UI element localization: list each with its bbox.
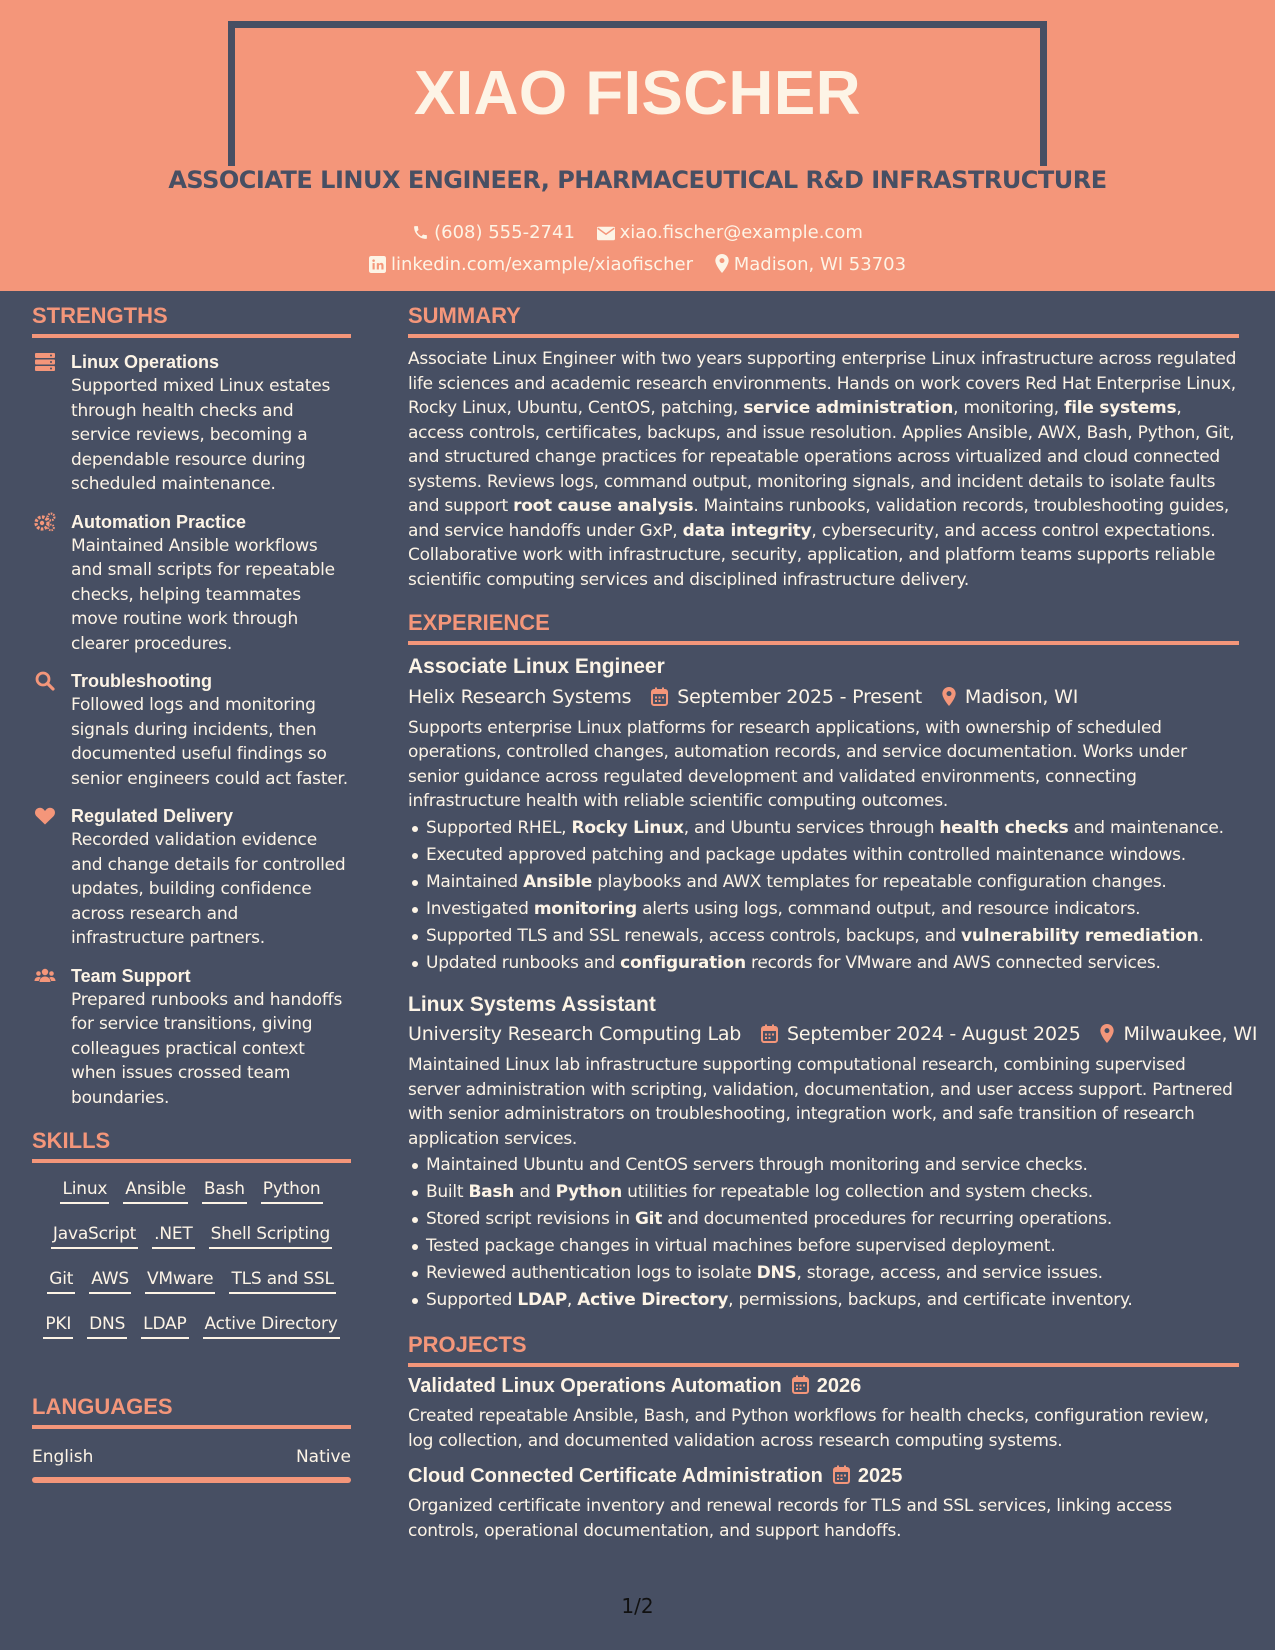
strength-desc: Supported mixed Linux estates through health checks and service reviews, becoming a dependable resource during scheduled maintenance. — [71, 376, 331, 494]
bullet-item — [426, 923, 1239, 950]
language-level-bar — [32, 1477, 351, 1483]
bullet-text: records for VMware and AWS connected services. — [745, 952, 1161, 973]
calendar-icon — [651, 687, 668, 706]
skill-tag: PKI — [43, 1314, 73, 1339]
bullet-item — [426, 1260, 1239, 1287]
linkedin-text[interactable]: linkedin.com/example/xiaofischer — [390, 253, 693, 275]
phone-icon — [412, 224, 429, 241]
bullet-text: Supported TLS and SSL renewals, access controls, backups, and — [426, 925, 962, 946]
bullet-highlight: Bash — [468, 1182, 515, 1202]
project-entry — [408, 1465, 1239, 1543]
bullet-text: , storage, access, and service issues. — [796, 1263, 1103, 1283]
project-description: Organized certificate inventory and renewal records for TLS and SSL services, linking access controls, operational documentation, and support handoffs. — [408, 1496, 1172, 1541]
map-pin-icon — [942, 687, 956, 706]
job-bullets — [408, 1152, 1239, 1314]
page-number: 1/2 — [621, 1594, 654, 1618]
strength-item — [32, 964, 351, 1111]
email-contact[interactable] — [597, 222, 863, 243]
bullet-text: and — [514, 1182, 556, 1202]
skills-section — [32, 1128, 351, 1359]
skill-tag: Shell Scripting — [209, 1224, 332, 1249]
language-level: Native — [295, 1447, 351, 1467]
summary-highlight: root cause analysis — [513, 496, 694, 516]
projects-section — [408, 1332, 1239, 1543]
bullet-text: Updated runbooks and — [426, 952, 621, 973]
job-bullets — [408, 815, 1239, 977]
bullet-item — [426, 1152, 1239, 1179]
location-contact — [715, 254, 906, 275]
job-title: Associate Linux Engineer — [408, 655, 665, 678]
job-dates — [651, 686, 922, 708]
job-description: Supports enterprise Linux platforms for research applications, with ownership of scheduled operations, controlled changes, automation records, and service documentation. Works under senior guidance across regulated development and validated environments, connecting infrastructure health with reliable scientific computing outcomes. — [408, 717, 1187, 811]
map-pin-icon — [715, 254, 729, 273]
summary-text — [408, 347, 1239, 592]
calendar-icon — [761, 1024, 778, 1043]
email-text[interactable]: xiao.fischer@example.com — [619, 221, 863, 243]
project-description: Created repeatable Ansible, Bash, and Python workflows for health checks, configuration review, log collection, and documented validation across research computing systems. — [408, 1406, 1209, 1451]
summary-part: , access controls, certificates, backups, and issue resolution. Applies Ansible, AWX, Bash, Python, Git, and structured change practices for repeatable operations across virtualized and cloud connected systems. Reviews logs, command output, monitoring signals, and incident details to isolate faults and support — [408, 398, 1235, 516]
language-name: English — [32, 1447, 94, 1467]
gears-icon — [34, 512, 56, 532]
bullet-highlight: Rocky Linux — [571, 817, 684, 838]
bullet-text: utilities for repeatable log collection and system checks. — [622, 1182, 1093, 1202]
company-name: University Research Computing Lab — [408, 1023, 742, 1045]
bullet-text: Supported RHEL, — [426, 817, 572, 838]
project-header — [408, 1465, 1239, 1488]
summary-highlight: data integrity — [682, 520, 812, 541]
bullet-highlight: health checks — [939, 817, 1069, 838]
job-entry — [408, 991, 1258, 1315]
strength-item — [32, 350, 351, 497]
strengths-heading: STRENGTHS — [32, 303, 351, 338]
strengths-list — [32, 350, 351, 1110]
project-entry — [408, 1375, 1239, 1453]
skills-list — [32, 1179, 351, 1359]
strength-item — [32, 669, 351, 791]
dates-text: September 2025 - Present — [677, 685, 923, 708]
skill-row — [32, 1269, 351, 1314]
dates-text: September 2024 - August 2025 — [786, 1023, 1081, 1045]
strength-desc: Recorded validation evidence and change details for controlled updates, building confidence across research and infrastructure partners. — [71, 830, 346, 948]
job-title: ASSOCIATE LINUX ENGINEER, PHARMACEUTICAL R&D INFRASTRUCTURE — [168, 166, 1107, 194]
phone-contact — [412, 222, 575, 243]
skills-heading: SKILLS — [32, 1128, 351, 1163]
job-dates — [761, 1023, 1081, 1045]
server-icon — [34, 352, 56, 372]
bullet-text: alerts using logs, command output, and resource indicators. — [636, 898, 1141, 919]
summary-part: Associate Linux Engineer with two years supporting enterprise Linux infrastructure across regulated life sciences and academic research environments. Hands on work covers Red Hat Enterprise Linux, Rocky Linux, Ubuntu, CentOS, patching, — [408, 349, 1237, 418]
project-header — [408, 1375, 1239, 1398]
bullet-item — [426, 950, 1239, 977]
job-location — [942, 686, 1078, 708]
skill-tag: VMware — [145, 1269, 216, 1294]
skill-row — [32, 1179, 351, 1224]
calendar-icon — [833, 1465, 850, 1484]
linkedin-contact[interactable] — [369, 254, 693, 275]
search-icon — [34, 671, 56, 691]
skill-tag: Python — [261, 1179, 323, 1204]
bullet-highlight: configuration — [620, 952, 746, 973]
project-year: 2026 — [816, 1375, 862, 1397]
contact-row-2 — [0, 253, 1275, 275]
bullet-text: . — [1198, 925, 1204, 946]
bullet-highlight: DNS — [756, 1263, 797, 1283]
bullet-highlight: Git — [634, 1209, 663, 1229]
summary-part: , monitoring, — [953, 398, 1065, 418]
project-year: 2025 — [857, 1465, 903, 1487]
bullet-highlight: LDAP — [517, 1290, 567, 1310]
bullet-item — [426, 815, 1239, 842]
bullet-text: Built — [426, 1182, 469, 1202]
bullet-text: Executed approved patching and package updates within controlled maintenance windows. — [426, 844, 1186, 865]
strength-item — [32, 510, 351, 657]
skill-tag: DNS — [87, 1314, 127, 1339]
location-text: Madison, WI — [964, 685, 1079, 708]
languages-heading: LANGUAGES — [32, 1394, 351, 1429]
skill-tag: Active Directory — [203, 1314, 340, 1339]
bullet-item — [426, 1287, 1239, 1314]
header-banner — [0, 0, 1275, 291]
summary-part: , cybersecurity, and access control expectations. Collaborative work with infrastructure, security, application, and platform teams supports reliable scientific computing services and disciplined infrastructure delivery. — [408, 520, 1216, 590]
bullet-highlight: monitoring — [533, 898, 637, 919]
job-description: Maintained Linux lab infrastructure supporting computational research, combining supervised server administration with scripting, validation, documentation, and user access support. Partnered with senior administrators on troubleshooting, integration work, and safe transition of research application services. — [408, 1055, 1233, 1149]
right-column — [408, 303, 1258, 1543]
skill-row — [32, 1224, 351, 1269]
summary-part: . Maintains runbooks, validation records, troubleshooting guides, and service handoffs under GxP, — [408, 496, 1230, 541]
skill-tag: Ansible — [123, 1179, 188, 1204]
strength-desc: Maintained Ansible workflows and small scripts for repeatable checks, helping teammates move routine work through clearer procedures. — [71, 535, 335, 654]
bullet-highlight: Python — [555, 1182, 623, 1202]
skill-tag: Linux — [60, 1179, 109, 1204]
bullet-text: Maintained Ubuntu and CentOS servers through monitoring and service checks. — [426, 1155, 1088, 1175]
bullet-text: Reviewed authentication logs to isolate — [426, 1263, 757, 1283]
job-title: Linux Systems Assistant — [408, 992, 656, 1016]
experience-heading: EXPERIENCE — [408, 610, 1239, 645]
map-pin-icon — [1100, 1024, 1114, 1043]
job-meta — [408, 1023, 1258, 1046]
strength-title: Automation Practice — [71, 511, 247, 532]
skill-tag: Bash — [202, 1179, 247, 1204]
bullet-text: , permissions, backups, and certificate inventory. — [728, 1290, 1133, 1310]
job-entry — [408, 653, 1239, 977]
summary-highlight: file systems — [1064, 398, 1177, 418]
bullet-text: Supported — [426, 1290, 518, 1310]
phone-text: (608) 555-2741 — [434, 221, 575, 243]
experience-section — [408, 610, 1258, 1314]
bullet-item — [426, 842, 1239, 869]
skill-tag: Git — [47, 1269, 75, 1294]
skill-tag: JavaScript — [51, 1224, 138, 1249]
bullet-text: Tested package changes in virtual machines before supervised deployment. — [426, 1236, 1056, 1256]
linkedin-icon — [369, 256, 386, 273]
skill-tag: TLS and SSL — [229, 1269, 335, 1294]
project-title: Validated Linux Operations Automation — [408, 1375, 782, 1397]
job-meta — [408, 685, 1239, 708]
summary-heading: SUMMARY — [408, 303, 1239, 338]
bullet-highlight: vulnerability remediation — [961, 925, 1199, 946]
strength-title: Team Support — [71, 965, 191, 986]
language-row — [32, 1447, 351, 1467]
skill-row — [32, 1314, 351, 1359]
bullet-text: Maintained — [426, 871, 524, 892]
projects-heading: PROJECTS — [408, 1332, 1239, 1367]
location-text: Madison, WI 53703 — [733, 253, 907, 275]
job-location — [1100, 1023, 1257, 1045]
bullet-text: Stored script revisions in — [426, 1209, 635, 1229]
strength-title: Troubleshooting — [71, 671, 212, 691]
bullet-highlight: Active Directory — [577, 1290, 729, 1310]
bullet-item — [426, 1233, 1239, 1260]
contact-row-1 — [0, 221, 1275, 243]
envelope-icon — [597, 226, 615, 241]
users-icon — [34, 966, 56, 986]
strength-desc: Followed logs and monitoring signals during incidents, then documented useful findings so senior engineers could act faster. — [71, 695, 348, 789]
heart-icon — [34, 806, 56, 826]
summary-highlight: service administration — [743, 398, 954, 418]
strength-title: Regulated Delivery — [71, 806, 234, 826]
strength-item — [32, 804, 351, 951]
bullet-item — [426, 896, 1239, 923]
skill-tag: AWS — [89, 1269, 131, 1294]
project-title: Cloud Connected Certificate Administration — [408, 1465, 823, 1487]
location-text: Milwaukee, WI — [1123, 1023, 1258, 1045]
left-column — [32, 303, 351, 1483]
languages-section — [32, 1394, 351, 1483]
bullet-highlight: Ansible — [523, 871, 593, 892]
bullet-text: , and Ubuntu services through — [683, 817, 940, 838]
strength-desc: Prepared runbooks and handoffs for service transitions, giving colleagues practical context when issues crossed team boundaries. — [71, 989, 343, 1108]
skill-tag: .NET — [152, 1224, 194, 1249]
bullet-item — [426, 1206, 1239, 1233]
bullet-text: , — [566, 1290, 578, 1310]
strength-title: Linux Operations — [71, 352, 220, 372]
candidate-name: XIAO FISCHER — [414, 59, 861, 128]
calendar-icon — [792, 1375, 809, 1394]
bullet-text: and maintenance. — [1068, 817, 1224, 838]
bullet-text: playbooks and AWX templates for repeatable configuration changes. — [592, 871, 1167, 892]
bullet-item — [426, 1179, 1239, 1206]
company-name: Helix Research Systems — [408, 685, 632, 708]
bullet-text: and documented procedures for recurring operations. — [662, 1209, 1113, 1229]
bullet-item — [426, 869, 1239, 896]
skill-tag: LDAP — [141, 1314, 188, 1339]
bullet-text: Investigated — [426, 898, 534, 919]
